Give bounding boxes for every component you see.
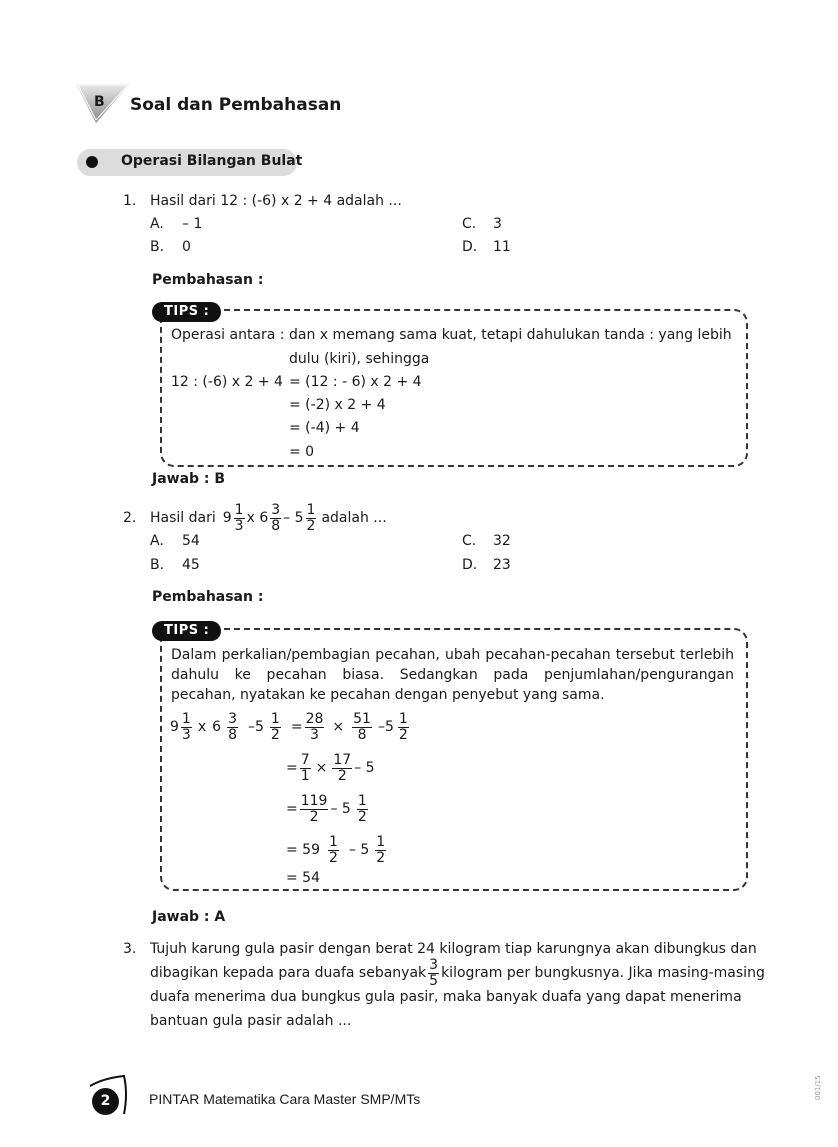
question-text [150, 955, 765, 991]
answer-label: Jawab : A [152, 909, 226, 925]
operator: × [332, 719, 345, 735]
option-letter: A. [150, 216, 164, 232]
tips-text: dulu (kiri), sehingga [289, 351, 430, 367]
denominator: 5 [429, 972, 439, 989]
option-value: – 1 [182, 216, 203, 232]
question-text: duafa menerima dua bungkus gula pasir, maka banyak duafa yang dapat menerima [150, 989, 742, 1005]
equals: = [286, 760, 298, 776]
fraction [398, 712, 409, 743]
question-text: Hasil dari 12 : (-6) x 2 + 4 adalah ... [150, 193, 402, 209]
operator: – 5 [283, 510, 304, 526]
math-step: = 0 [289, 444, 315, 460]
section-badge-letter: B [94, 94, 105, 110]
fraction [234, 503, 245, 534]
equals: = [290, 719, 303, 735]
whole-number: 6 [212, 719, 222, 735]
tips-text: Dalam perkalian/pembagian pecahan, ubah pecahan-pecahan tersebut terlebih dahulu ke pecahan biasa. Sedangkan pada penjumlahan/pengurangan pecahan, nyatakan ke pecahan dengan penyebut yang sama. [171, 647, 734, 703]
option-letter: B. [150, 239, 165, 255]
denominator: 8 [357, 726, 367, 743]
denominator: 8 [228, 726, 237, 743]
fraction [357, 794, 368, 825]
fraction [305, 712, 325, 743]
subsection-title: Operasi Bilangan Bulat [121, 153, 303, 169]
option-value: 23 [493, 557, 511, 573]
numerator: 7 [300, 751, 310, 768]
pembahasan-heading: Pembahasan : [152, 272, 264, 288]
question-text: bantuan gula pasir adalah ... [150, 1013, 352, 1029]
side-code: 001/15 [814, 1075, 822, 1100]
pembahasan-heading: Pembahasan : [152, 589, 264, 605]
operator: –5 [247, 719, 264, 735]
option-value: 11 [493, 239, 511, 255]
denominator: 2 [270, 726, 280, 743]
denominator: 3 [181, 726, 191, 743]
math-step: = (-2) x 2 + 4 [289, 397, 386, 413]
section-title: Soal dan Pembahasan [130, 95, 342, 115]
numerator: 119 [300, 792, 328, 809]
fraction [227, 712, 238, 743]
operator: –5 [377, 719, 394, 735]
denominator: 8 [271, 517, 281, 534]
numerator: 1 [181, 710, 191, 727]
option-value: 45 [182, 557, 200, 573]
bullet-icon [86, 156, 98, 168]
numerator: 1 [270, 710, 280, 727]
page-number: 2 [92, 1088, 119, 1115]
numerator: 1 [329, 833, 338, 850]
equals: = 59 [286, 842, 320, 858]
math-step: = 54 [286, 870, 320, 886]
option-letter: A. [150, 533, 164, 549]
denominator: 2 [357, 808, 367, 825]
question-suffix: adalah ... [321, 510, 387, 526]
answer-label: Jawab : B [152, 471, 226, 487]
option-value: 54 [182, 533, 200, 549]
tips-text: dan x memang sama kuat, tetapi dahulukan tanda : yang lebih [289, 327, 732, 343]
numerator: 1 [357, 792, 367, 809]
option-value: 32 [493, 533, 511, 549]
option-letter: C. [462, 533, 477, 549]
operator: – 5 [354, 760, 375, 776]
question-prefix: Hasil dari [150, 510, 216, 526]
numerator: 3 [271, 501, 281, 518]
tips-text: Operasi antara : [171, 327, 285, 343]
denominator: 3 [234, 517, 244, 534]
math-step: = (-4) + 4 [289, 420, 360, 436]
math-step [286, 831, 388, 869]
option-letter: B. [150, 557, 165, 573]
option-value: 0 [182, 239, 191, 255]
denominator: 2 [309, 808, 319, 825]
math-step [286, 790, 370, 828]
fraction [332, 753, 352, 784]
fraction [306, 503, 317, 534]
fraction [270, 503, 281, 534]
option-letter: C. [462, 216, 477, 232]
numerator: 51 [353, 710, 371, 727]
math-expression [170, 708, 411, 746]
operator: × [315, 760, 328, 776]
question-text: Tujuh karung gula pasir dengan berat 24 kilogram tiap karungnya akan dibungkus dan [150, 941, 757, 957]
fraction [328, 835, 339, 866]
question-text-part: kilogram per bungkusnya. Jika masing-masing [441, 965, 765, 981]
denominator: 3 [310, 726, 319, 743]
option-letter: D. [462, 239, 478, 255]
equals: = [286, 801, 298, 817]
numerator: 1 [234, 501, 244, 518]
math-step [286, 749, 375, 787]
option-value: 3 [493, 216, 502, 232]
numerator: 1 [398, 710, 408, 727]
denominator: 2 [337, 767, 347, 784]
question-number: 2. [123, 510, 137, 526]
numerator: 1 [376, 833, 386, 850]
numerator: 28 [305, 710, 324, 727]
fraction [428, 958, 439, 989]
question-text-part: dibagikan kepada para duafa sebanyak [150, 965, 427, 981]
numerator: 3 [429, 956, 439, 973]
option-letter: D. [462, 557, 478, 573]
numerator: 1 [306, 501, 316, 518]
fraction [181, 712, 192, 743]
denominator: 2 [306, 517, 316, 534]
denominator: 1 [300, 767, 310, 784]
denominator: 2 [376, 849, 386, 866]
operator: x [197, 719, 207, 735]
fraction [300, 794, 329, 825]
numerator: 3 [228, 710, 237, 727]
tips-label: TIPS : [152, 302, 221, 322]
tips-label: TIPS : [152, 621, 221, 641]
fraction [375, 835, 386, 866]
whole-number: 9 [222, 510, 232, 526]
operator: x 6 [246, 510, 269, 526]
denominator: 2 [398, 726, 408, 743]
fraction [270, 712, 281, 743]
operator: – 5 [330, 801, 351, 817]
operator: – 5 [348, 842, 370, 858]
question-number: 1. [123, 193, 137, 209]
question-number: 3. [123, 941, 137, 957]
math-expression: 12 : (-6) x 2 + 4 [171, 374, 283, 390]
denominator: 2 [329, 849, 338, 866]
footer-title: PINTAR Matematika Cara Master SMP/MTs [149, 1091, 421, 1107]
fraction [300, 753, 311, 784]
whole-number: 9 [170, 719, 179, 735]
fraction [352, 712, 372, 743]
numerator: 17 [333, 751, 352, 768]
math-step: = (12 : - 6) x 2 + 4 [289, 374, 422, 390]
